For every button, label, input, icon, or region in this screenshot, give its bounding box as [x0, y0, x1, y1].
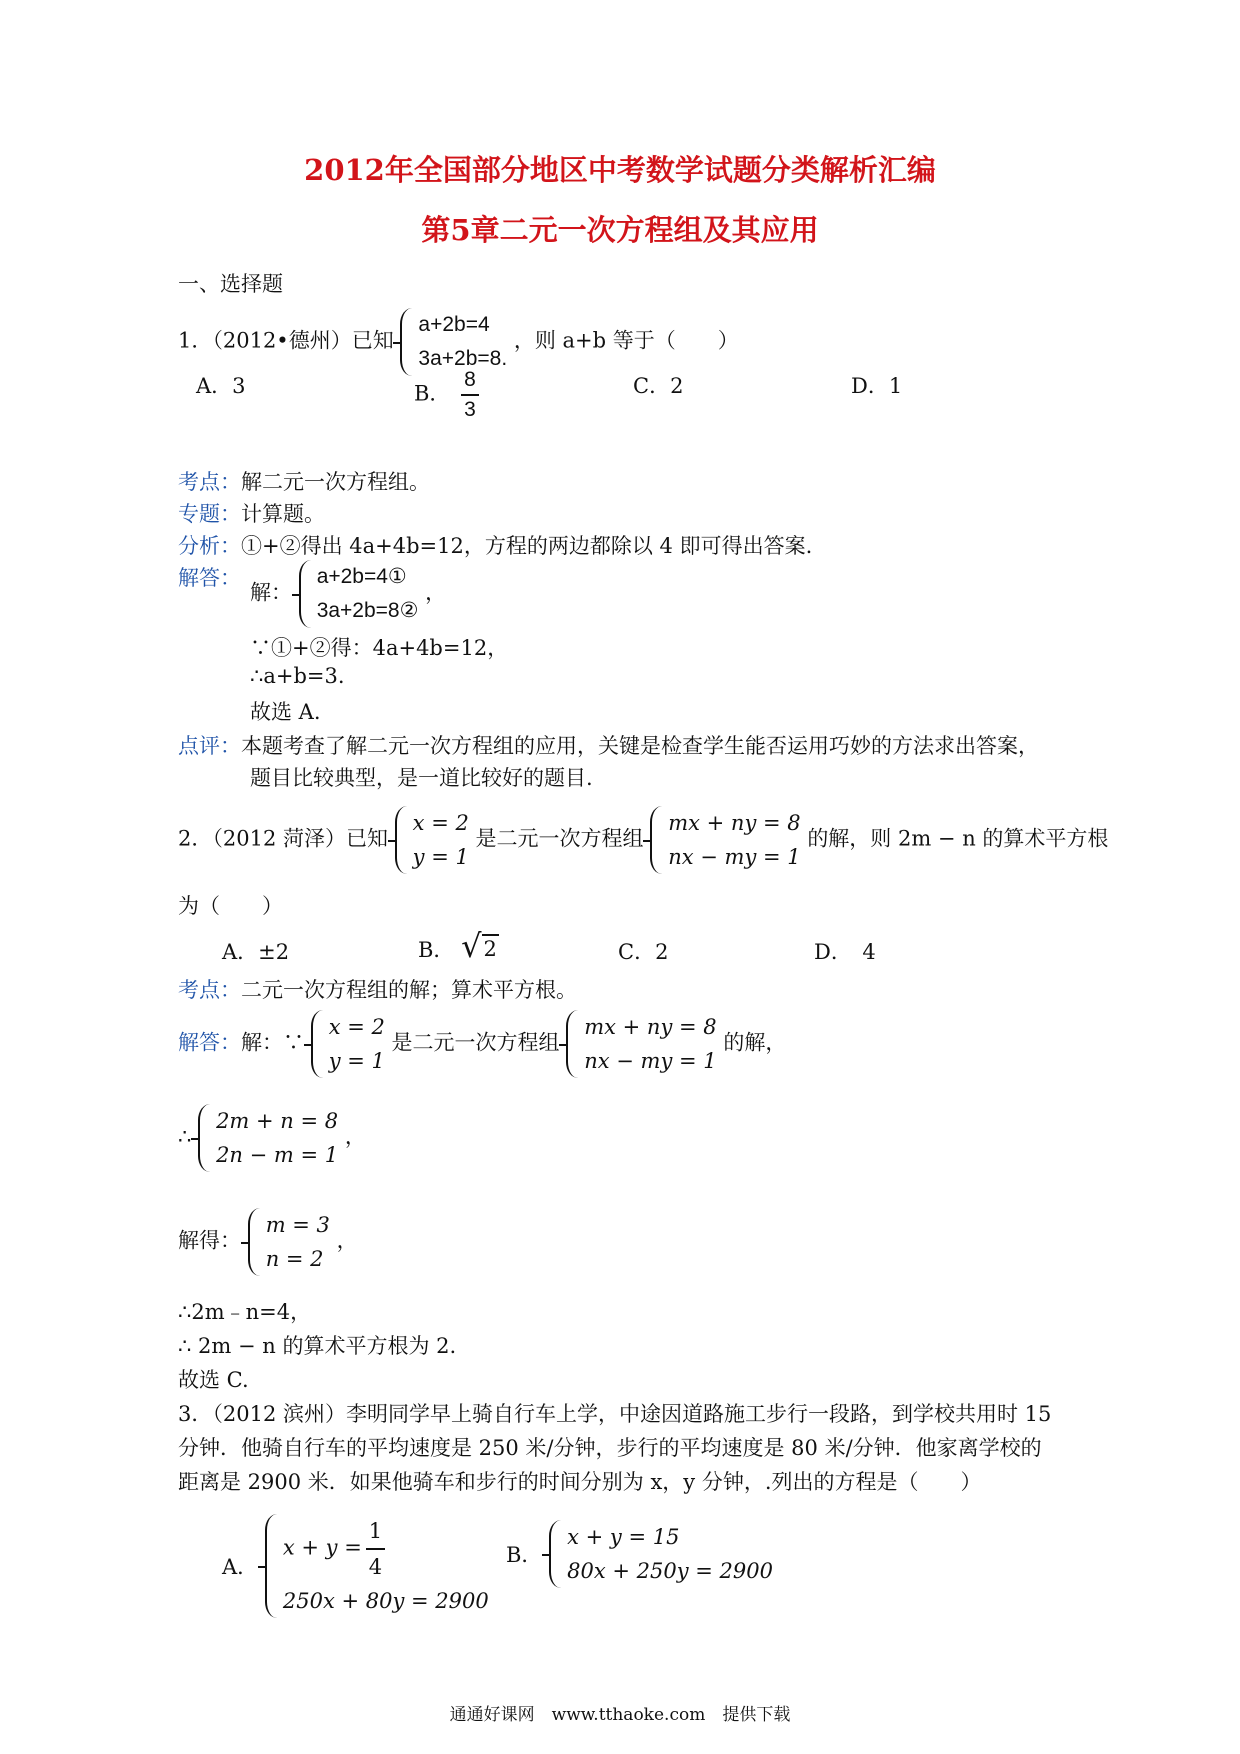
q2-sol-x-2: x = 2 — [328, 1015, 385, 1039]
q2-option-b-sqrt: √ 2 — [461, 927, 497, 965]
q2-mn-eq-1: 2m + n = 8 — [216, 1109, 339, 1133]
q2-equation-system — [650, 806, 800, 874]
q1-sys-1: a+2b=4① — [316, 565, 407, 588]
section-heading: 一、选择题 — [178, 272, 283, 296]
q3-option-b-eq-2: 80x + 250y = 2900 — [567, 1559, 773, 1583]
q3-option-a-eq-1-left: x + y = — [282, 1535, 362, 1560]
q2-therefore: ∴ — [178, 1124, 192, 1149]
q3-option-a-denominator: 4 — [368, 1555, 383, 1579]
q1-step-1: ∵①+②得：4a+4b=12， — [250, 636, 509, 660]
q2-option-b-radicand: 2 — [482, 934, 499, 962]
q2-eq-1: mx + ny = 8 — [668, 811, 801, 835]
q1-solution-system — [250, 560, 446, 628]
q2-jieda-label: 解答： — [178, 1030, 241, 1055]
q1-jieda-label: 解答： — [178, 566, 241, 590]
q2-eq-1-2: mx + ny = 8 — [584, 1015, 717, 1039]
q2-equation-system-2 — [566, 1010, 716, 1078]
q2-solution-pair — [395, 806, 469, 874]
q2-option-b — [418, 927, 499, 965]
q1-option-b-label: B． — [414, 381, 451, 406]
q2-substituted-system — [178, 1104, 366, 1172]
q1-option-b — [414, 366, 483, 424]
page-footer: 通通好课网 www.tthaoke.com 提供下载 — [449, 1705, 791, 1725]
q1-solution-brace — [299, 560, 419, 628]
q2-result-brace — [248, 1208, 330, 1276]
q1-dianping-line-2: 题目比较典型，是一道比较好的题目. — [250, 766, 593, 790]
q2-result-system — [178, 1208, 358, 1276]
q3-text-line-1: 3．（2012 滨州）李明同学早上骑自行车上学，中途因道路施工步行一段路，到学校共用时 15 — [178, 1402, 1052, 1426]
q2-mid: 是二元一次方程组 — [475, 826, 644, 851]
q2-sol-y-2: y = 1 — [328, 1049, 385, 1073]
chapter-title: 第5章二元一次方程组及其应用 — [421, 213, 819, 247]
q1-dianping — [178, 730, 1039, 760]
q2-kaodian-text: 二元一次方程组的解；算术平方根。 — [241, 978, 577, 1002]
q2-eq-2: nx − my = 1 — [668, 845, 801, 869]
document-title: 2012年全国部分地区中考数学试题分类解析汇编 — [304, 153, 936, 187]
q3-option-a-eq-1 — [283, 1514, 489, 1584]
q1-dianping-label: 点评： — [178, 734, 241, 758]
q2-kaodian — [178, 974, 577, 1004]
q3-option-b-label: B． — [506, 1543, 543, 1567]
q1-step-2: ∴a+b=3. — [250, 664, 345, 688]
q3-option-b-eq-1: x + y = 15 — [567, 1525, 680, 1549]
q1-option-b-numerator: 8 — [461, 366, 479, 396]
q1-equation-2: 3a+2b=8. — [418, 347, 508, 370]
q2-comma-2: ， — [336, 1228, 358, 1253]
q3-option-a-system — [265, 1514, 489, 1618]
q2-jie: 解：∵ — [241, 1030, 304, 1055]
q2-mn-eq-2: 2n − m = 1 — [216, 1143, 339, 1167]
q2-tail-2: 的解， — [723, 1030, 787, 1055]
q3-text-line-3: 距离是 2900 米．如果他骑车和步行的时间分别为 x，y 分钟，.列出的方程是（ ） — [178, 1470, 982, 1494]
q2-option-d: D． 4 — [814, 940, 876, 964]
q3-option-a-label: A． — [222, 1555, 259, 1579]
q3-option-a-eq-2: 250x + 80y = 2900 — [282, 1589, 489, 1613]
q2-option-b-label: B． — [418, 938, 455, 962]
q1-option-a: A．3 — [196, 374, 246, 398]
q2-option-a: A．±2 — [222, 940, 290, 964]
q1-kaodian — [178, 466, 430, 496]
q1-zhuanti-text: 计算题。 — [241, 502, 325, 526]
q1-kaodian-text: 解二元一次方程组。 — [241, 470, 430, 494]
q1-zhuanti-label: 专题： — [178, 502, 241, 526]
q2-result-n: n = 2 — [265, 1247, 324, 1271]
q1-option-b-fraction — [461, 366, 479, 424]
q1-suffix: ，则 a+b 等于（ ） — [513, 328, 739, 353]
q1-option-b-denominator: 3 — [464, 398, 476, 421]
q1-sys-2: 3a+2b=8② — [316, 599, 419, 622]
q2-kaodian-label: 考点： — [178, 978, 241, 1002]
q1-dianping-line-1: 本题考查了解二元一次方程组的应用，关键是检查学生能否运用巧妙的方法求出答案， — [241, 734, 1039, 758]
q2-suffix: 的解，则 2m − n 的算术平方根 — [807, 826, 1109, 851]
q2-line-2: ∴ 2m − n 的算术平方根为 2. — [178, 1334, 457, 1358]
q1-prefix: 1．（2012•德州）已知 — [178, 328, 394, 353]
q1-equation-1: a+2b=4 — [418, 313, 490, 336]
q2-comma: ， — [344, 1124, 366, 1149]
q1-kaodian-label: 考点： — [178, 470, 241, 494]
q1-jie: 解： — [250, 580, 292, 605]
q2-continuation: 为（ ） — [178, 894, 283, 918]
q2-prefix: 2．（2012 菏泽）已知 — [178, 826, 388, 851]
q1-fenxi-text: ①+②得出 4a+4b=12，方程的两边都除以 4 即可得出答案. — [241, 534, 813, 558]
q2-sol-x: x = 2 — [412, 811, 469, 835]
q2-option-c: C．2 — [618, 940, 669, 964]
q2-mn-system — [198, 1104, 338, 1172]
q2-result-m: m = 3 — [265, 1213, 330, 1237]
q3-option-b — [506, 1520, 773, 1588]
q3-text-line-2: 分钟．他骑自行车的平均速度是 250 米/分钟，步行的平均速度是 80 米/分钟．他家离学校的 — [178, 1436, 1042, 1460]
q3-option-a-numerator: 1 — [366, 1514, 385, 1550]
q2-solution-intro — [178, 1010, 786, 1078]
q1-fenxi — [178, 530, 812, 560]
q2-sol-y: y = 1 — [412, 845, 469, 869]
q3-option-b-system — [549, 1520, 773, 1588]
q1-option-d: D．1 — [851, 374, 903, 398]
q2-eq-2-2: nx − my = 1 — [584, 1049, 717, 1073]
q3-option-a-fraction — [366, 1514, 385, 1584]
q2-solution-pair-2 — [311, 1010, 385, 1078]
q2-line-3: 故选 C. — [178, 1368, 249, 1392]
q1-sys-tail: ， — [425, 580, 447, 605]
q3-option-a — [222, 1514, 489, 1618]
q1-zhuanti — [178, 498, 325, 528]
q1-fenxi-label: 分析： — [178, 534, 241, 558]
q2-line-1: ∴2m﹣n=4， — [178, 1300, 312, 1324]
q2-jiede: 解得： — [178, 1228, 241, 1253]
q1-option-c: C．2 — [633, 374, 684, 398]
question-2-stem — [178, 806, 1108, 874]
q1-step-3: 故选 A. — [250, 700, 321, 724]
q2-mid-2: 是二元一次方程组 — [391, 1030, 560, 1055]
